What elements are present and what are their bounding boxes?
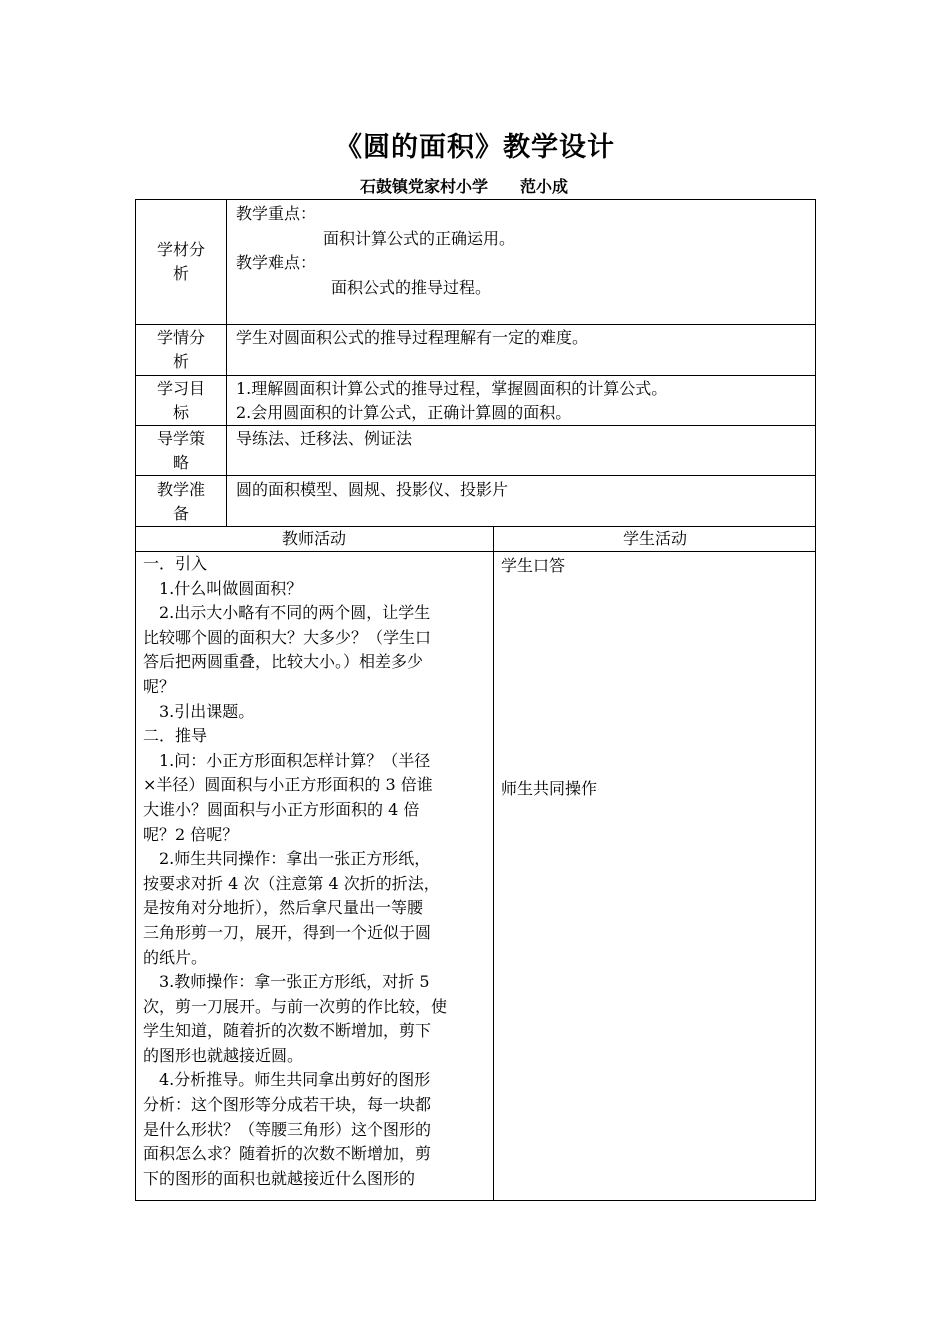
learner-label: 学情分 析 — [156, 328, 205, 371]
teacher-line: 1.问：小正方形面积怎样计算？（半径 — [143, 750, 431, 770]
teacher-line: 下的图形的面积也就越接近什么图形的 — [143, 1168, 416, 1188]
preparation-label: 教学准 备 — [156, 480, 205, 523]
teacher-line: 是按角对分地折），然后拿尺量出一等腰 — [143, 898, 424, 918]
teacher-line: 呢？ — [143, 676, 176, 696]
teacher-line: 分析：这个图形等分成若干块，每一块都 — [143, 1095, 432, 1115]
material-label: 学材分 析 — [156, 240, 205, 283]
row-divider-2 — [135, 375, 816, 376]
strategy-label: 导学策 略 — [156, 429, 205, 472]
teacher-line: 3.引出课题。 — [143, 701, 255, 721]
key-point-text: 面积计算公式的正确运用。 — [323, 229, 516, 248]
teacher-line: 比较哪个圆的面积大？大多少？（学生口 — [143, 627, 432, 647]
teacher-line: 大谁小？圆面积与小正方形面积的 4 倍 — [143, 799, 420, 819]
teacher-line: 的图形也就越接近圆。 — [143, 1045, 304, 1065]
teacher-line: 1.什么叫做圆面积？ — [143, 578, 303, 598]
teacher-line: 是什么形状？（等腰三角形）这个图形的 — [143, 1119, 432, 1139]
preparation-text: 圆的面积模型、圆规、投影仪、投影片 — [236, 480, 509, 499]
strategy-text: 导练法、迁移法、例证法 — [236, 429, 413, 448]
difficulty-heading: 教学难点： — [236, 253, 317, 272]
teacher-line: ×半径）圆面积与小正方形面积的 3 倍谁 — [143, 775, 433, 795]
row-divider-1 — [135, 324, 816, 325]
student-note-joint-operation: 师生共同操作 — [501, 779, 598, 798]
row-divider-4 — [135, 475, 816, 476]
teacher-line: 2.出示大小略有不同的两个圆，让学生 — [143, 603, 431, 623]
teacher-line: 一．引入 — [143, 554, 208, 573]
student-note-oral-answer: 学生口答 — [501, 556, 566, 575]
teacher-line: 三角形剪一刀，展开，得到一个近似于圆 — [143, 922, 432, 942]
teacher-line: 二．推导 — [143, 726, 208, 746]
teacher-line: 2.师生共同操作：拿出一张正方形纸， — [143, 849, 431, 869]
goal-2: 2.会用圆面积的计算公式，正确计算圆的面积。 — [236, 403, 572, 422]
teacher-line: 答后把两圆重叠，比较大小。）相差多少 — [143, 652, 424, 672]
goals-label: 学习目 标 — [156, 379, 205, 422]
teacher-line: 呢？2 倍呢？ — [143, 824, 239, 844]
teacher-line: 学生知道，随着折的次数不断增加，剪下 — [143, 1021, 432, 1041]
teacher-activity-header: 教师活动 — [281, 529, 346, 548]
goal-1: 1.理解圆面积计算公式的推导过程，掌握圆面积的计算公式。 — [236, 379, 668, 398]
document-subtitle: 石鼓镇党家村小学 范小成 — [360, 177, 569, 196]
key-point-heading: 教学重点： — [236, 204, 317, 223]
teacher-line: 次，剪一刀展开。与前一次剪的作比较，使 — [143, 996, 448, 1016]
teacher-line: 的纸片。 — [143, 947, 208, 967]
activity-column-divider — [493, 526, 494, 1200]
row-divider-3 — [135, 425, 816, 426]
teacher-activity-content — [143, 552, 487, 1191]
teacher-line: 按要求对折 4 次（注意第 4 次折的折法， — [143, 873, 440, 893]
document-title: 《圆的面积》教学设计 — [335, 132, 615, 163]
difficulty-text: 面积公式的推导过程。 — [331, 278, 492, 297]
teacher-line: 4.分析推导。师生共同拿出剪好的图形 — [143, 1070, 431, 1090]
teacher-line: 3.教师操作：拿一张正方形纸，对折 5 — [143, 972, 430, 992]
teacher-line: 面积怎么求？随着折的次数不断增加，剪 — [143, 1144, 432, 1164]
learner-text: 学生对圆面积公式的推导过程理解有一定的难度。 — [236, 328, 589, 347]
student-activity-header: 学生活动 — [622, 529, 687, 548]
